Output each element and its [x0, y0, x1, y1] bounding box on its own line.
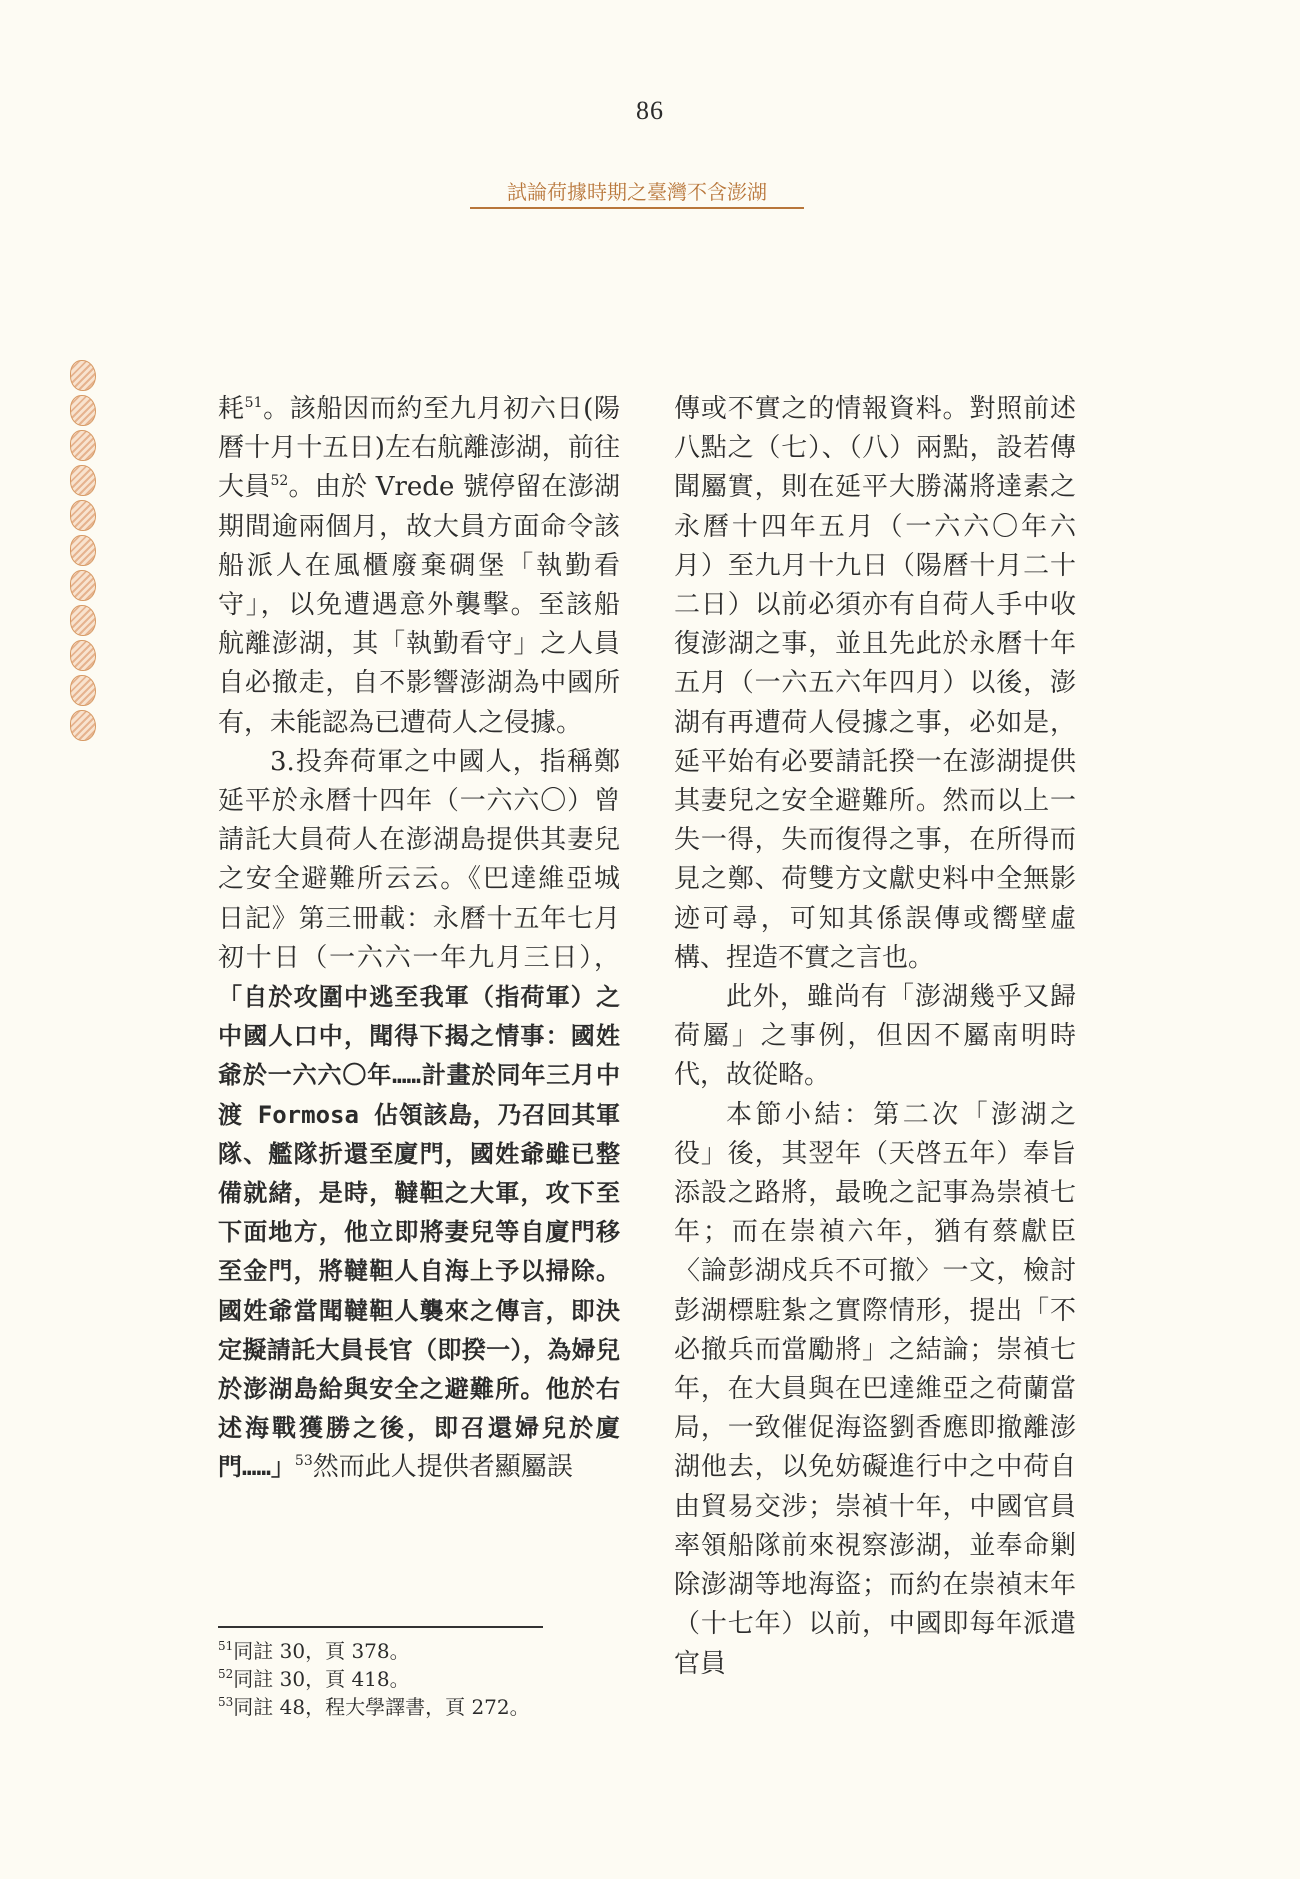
footnote-ref[interactable]: 52 [270, 473, 289, 490]
ornament-leaf-icon [70, 710, 96, 741]
footnote-ref[interactable]: 51 [244, 395, 263, 411]
ornament-leaf-icon [70, 500, 96, 531]
paragraph: 本節小結：第二次「澎湖之役」後，其翌年（天啓五年）奉旨添設之路將，最晚之記事為崇禎七年；而在崇禎六年，猶有蔡獻臣〈論彭湖戍兵不可撤〉一文，檢討彭湖標駐紮之實際情形，提出「不必撤兵而當勵將」之結論；崇禎七年，在大員與在巴達維亞之荷蘭當局，一致催促海盜劉香應即撤離澎湖他去，以免妨礙進行中之中荷自由貿易交涉；崇禎十年，中國官員率領船隊前來視察澎湖，並奉命剿除澎湖等地海盜；而約在崇禎末年（十七年）以前，中國即每年派遣官員 [674, 1099, 1076, 1679]
ornament-leaf-icon [70, 430, 96, 461]
footnote: $^{51}$同註 30，頁 378。 [218, 1639, 410, 1663]
ornament-leaf-icon [70, 570, 96, 601]
running-title: 試論荷據時期之臺灣不含澎湖 [470, 176, 804, 209]
left-column [218, 390, 620, 1488]
paragraph: 3.投奔荷軍之中國人，指稱鄭延平於永曆十四年（一六六〇）曾請託大員荷人在澎湖島提供其妻兒之安全避難所云云。《巴達維亞城日記》第三冊載：永曆十五年七月初十日（一六六一年九月三日），「自於攻圍中逃至我軍（指荷軍）之中國人口中，聞得下揭之情事：國姓爺於一六六〇年……計畫於同年三月中渡 Formosa 佔領該島，乃召回其軍隊、艦隊折還至廈門，國姓爺雖已整備就緒，是時，韃靼之大軍，攻下至下面地方，他立即將妻兒等自廈門移至金門，將韃靼人自海上予以掃除。國姓爺當聞韃靼人襲來之傳言，即決定擬請託大員長官（即揆一），為婦兒於澎湖島給與安全之避難所。他於右述海戰獲勝之後，即召還婦兒於廈門……」$^{53}$然而此人提供者顯屬誤 [218, 746, 620, 1483]
ornament-leaf-icon [70, 640, 96, 671]
decorative-border-ornament [68, 360, 102, 775]
right-column [674, 390, 1076, 1684]
ornament-leaf-icon [70, 675, 96, 706]
page-number: 86 [636, 96, 664, 125]
block-quote: 「自於攻圍中逃至我軍（指荷軍）之中國人口中，聞得下揭之情事：國姓爺於一六六〇年……計畫於同年三月中渡 Formosa 佔領該島，乃召回其軍隊、艦隊折還至廈門，國姓爺雖已整備就緒，是時，韃靼之大軍，攻下至下面地方，他立即將妻兒等自廈門移至金門，將韃靼人自海上予以掃除。國姓爺當聞韃靼人襲來之傳言，即決定擬請託大員長官（即揆一），為婦兒於澎湖島給與安全之避難所。他於右述海戰獲勝之後，即召還婦兒於廈門……」 [218, 983, 620, 1482]
ornament-leaf-icon [70, 465, 96, 496]
footnote-ref[interactable]: 53 [294, 1453, 313, 1470]
footnote: $^{52}$同註 30，頁 418。 [218, 1667, 410, 1691]
ornament-leaf-icon [70, 535, 96, 566]
ornament-leaf-icon [70, 395, 96, 426]
paragraph: 傳或不實之的情報資料。對照前述八點之（七）、（八）兩點，設若傳聞屬實，則在延平大勝滿將達素之永曆十四年五月（一六六〇年六月）至九月十九日（陽曆十月二十二日）以前必須亦有自荷人手中收復澎湖之事，並且先此於永曆十年五月（一六五六年四月）以後，澎湖有再遭荷人侵據之事，必如是，延平始有必要請託揆一在澎湖提供其妻兒之安全避難所。然而以上一失一得，失而復得之事，在所得而見之鄭、荷雙方文獻史料中全無影迹可尋，可知其係誤傳或嚮壁虛構、捏造不實之言也。 [674, 394, 1076, 973]
ornament-leaf-icon [70, 605, 96, 636]
paragraph: 耗$^{51}$。該船因而約至九月初六日(陽曆十月十五日)左右航離澎湖，前往大員$^{52}$。由於 Vrede 號停留在澎湖期間逾兩個月，故大員方面命令該船派人在風櫃廢棄碉堡「執勤看守」，以免遭遇意外襲擊。至該船航離澎湖，其「執勤看守」之人員自必撤走，自不影響澎湖為中國所有，未能認為已遭荷人之侵據。 [218, 394, 620, 738]
footnotes [218, 1637, 618, 1721]
footnote-divider [218, 1626, 543, 1628]
footnote: $^{53}$同註 48，程大學譯書，頁 272。 [218, 1695, 530, 1719]
paragraph: 此外，雖尚有「澎湖幾乎又歸荷屬」之事例，但因不屬南明時代，故從略。 [674, 982, 1076, 1091]
ornament-leaf-icon [70, 360, 96, 391]
